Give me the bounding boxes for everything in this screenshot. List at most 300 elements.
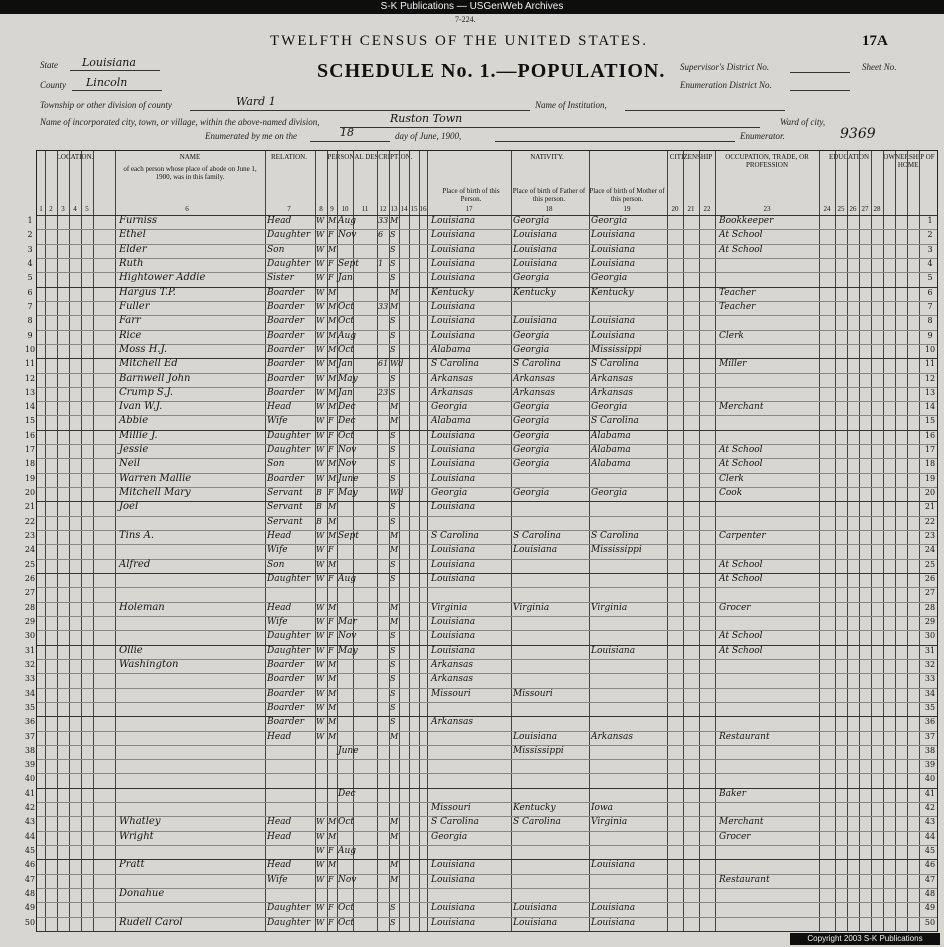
marital-cell (390, 844, 399, 858)
row-number: 16 (24, 430, 36, 440)
sheet-label: Sheet No. (862, 62, 897, 72)
race-cell: B (316, 502, 322, 512)
row-number: 25 (24, 559, 36, 569)
relation-cell: Daughter (267, 230, 311, 241)
birthplace-cell: Georgia (431, 488, 468, 499)
race-cell: B (316, 516, 322, 526)
person-name: Moss H.J. (119, 343, 168, 355)
row-number-right: 17 (924, 445, 936, 455)
marital-cell: M (390, 402, 399, 412)
mother-birthplace-cell: S Carolina (591, 416, 639, 427)
birth-month-cell (338, 687, 353, 701)
row-number: 9 (27, 330, 33, 340)
race-cell (316, 586, 327, 600)
father-birthplace-cell (513, 586, 589, 600)
mother-birthplace-cell (591, 744, 667, 758)
relation-cell: Wife (267, 874, 288, 885)
table-row (27, 215, 937, 229)
father-birthplace-cell: Virginia (513, 602, 550, 613)
relation-cell: Wife (267, 616, 288, 627)
sex-cell: M (328, 387, 337, 397)
relation-cell: Boarder (267, 688, 305, 699)
table-row (24, 601, 937, 616)
age-cell (378, 758, 389, 772)
person-name (119, 572, 263, 586)
birthplace-cell (431, 758, 509, 772)
person-name: Pratt (119, 859, 145, 871)
column-number: 4 (73, 205, 77, 213)
occupation-cell (719, 901, 819, 915)
birth-month-cell (338, 601, 353, 615)
table-row (24, 673, 937, 687)
birth-month-cell (338, 515, 353, 529)
sex-cell: M (328, 817, 337, 827)
age-cell (378, 271, 389, 285)
sex-cell: F (328, 903, 334, 913)
person-name (119, 586, 263, 600)
sex-cell: M (328, 473, 337, 483)
person-name: Elder (119, 243, 147, 255)
age-cell (378, 830, 389, 844)
father-birthplace-cell (513, 629, 589, 643)
marital-cell: M (390, 616, 399, 626)
birth-month-cell: Oct (338, 817, 355, 828)
birthplace-cell: Louisiana (431, 860, 476, 871)
relation-cell (267, 801, 315, 815)
race-cell: W (316, 574, 325, 583)
occupation-cell (719, 715, 819, 729)
sex-cell (328, 586, 337, 600)
row-number: 39 (24, 760, 36, 770)
sex-cell (328, 744, 337, 758)
person-name: Ethel (119, 229, 146, 241)
occupation-cell (719, 858, 819, 872)
relation-cell: Boarder (267, 473, 305, 484)
marital-cell: S (390, 516, 396, 526)
row-number: 31 (24, 645, 36, 655)
birthplace-cell: Louisiana (431, 645, 476, 656)
birthplace-cell: Georgia (431, 402, 468, 413)
mother-birthplace-cell: Alabama (591, 445, 631, 456)
table-row (24, 587, 937, 601)
age-cell (378, 372, 389, 386)
occupation-cell: At School (719, 574, 763, 584)
race-cell (316, 801, 327, 815)
column-number: 6 (185, 205, 189, 213)
father-birthplace-cell (513, 500, 589, 514)
marital-cell: Wd (390, 488, 404, 498)
birth-month-cell (338, 286, 353, 300)
race-cell (316, 787, 327, 801)
marital-cell: M (390, 602, 399, 612)
mother-birthplace-cell: Louisiana (591, 244, 636, 255)
age-cell (378, 744, 389, 758)
race-cell: W (316, 631, 325, 641)
birth-month-cell: Dec (338, 416, 356, 427)
occupation-cell: Merchant (719, 402, 764, 413)
race-cell: W (316, 373, 325, 383)
age-cell: 1 (378, 258, 384, 268)
mother-birthplace-cell: Mississippi (591, 344, 642, 355)
mother-birthplace-cell: Alabama (591, 459, 631, 470)
table-row (24, 874, 937, 888)
schedule-title: SCHEDULE No. 1.—POPULATION. (317, 60, 666, 82)
birthplace-cell: Louisiana (431, 874, 476, 885)
table-row (24, 916, 937, 931)
institution-label: Name of Institution, (535, 100, 607, 110)
relation-cell: Head (267, 817, 292, 828)
birth-month-cell (338, 243, 353, 257)
mother-birthplace-cell: Kentucky (591, 287, 634, 298)
row-number: 13 (24, 387, 36, 397)
table-row (24, 888, 937, 902)
row-number-right: 49 (924, 903, 936, 913)
relation-cell: Daughter (267, 903, 311, 914)
column-number: 2 (49, 205, 53, 213)
person-name (119, 758, 263, 772)
sex-cell: M (328, 316, 337, 326)
age-cell (378, 658, 389, 672)
age-cell (378, 515, 389, 529)
row-number: 19 (24, 473, 36, 483)
relation-cell (267, 887, 315, 901)
row-number-right: 41 (924, 788, 936, 798)
birth-month-cell (338, 858, 353, 872)
row-number-right: 12 (924, 373, 936, 383)
marital-cell (390, 744, 399, 758)
race-cell (316, 758, 327, 772)
row-number-right: 32 (924, 659, 936, 669)
sheet-tag: 17A (862, 33, 888, 49)
father-birthplace-cell (513, 572, 589, 586)
table-row (24, 845, 937, 859)
row-number-right: 30 (924, 631, 936, 641)
row-number: 33 (24, 674, 36, 684)
table-row (24, 688, 937, 702)
person-name: Neil (119, 458, 141, 470)
sex-cell (328, 801, 337, 815)
sex-cell: M (328, 373, 337, 383)
mother-birthplace-cell: Arkansas (591, 373, 634, 384)
row-number: 11 (24, 359, 36, 369)
sex-cell: F (328, 574, 334, 583)
table-row (24, 386, 937, 401)
column-number: 22 (703, 205, 711, 213)
father-birthplace-cell: Louisiana (513, 917, 558, 928)
father-birthplace-cell: Georgia (513, 273, 550, 284)
birthplace-cell: Louisiana (431, 545, 476, 556)
row-number-right: 33 (924, 674, 936, 684)
table-row (27, 272, 937, 286)
relation-cell: Daughter (267, 631, 311, 642)
father-birthplace-cell: Louisiana (513, 731, 558, 742)
birthplace-cell: Kentucky (431, 287, 474, 298)
father-birthplace-cell (513, 830, 589, 844)
row-number-right: 7 (927, 301, 933, 311)
birthplace-cell: S Carolina (431, 817, 479, 828)
marital-cell: S (390, 717, 396, 727)
person-name: Barnwell John (119, 372, 191, 384)
birthplace-cell: Louisiana (431, 273, 476, 284)
column-number: 13 (390, 205, 398, 213)
sex-cell: F (328, 430, 334, 440)
sex-cell: M (328, 674, 337, 684)
age-cell (378, 701, 389, 715)
occupation-cell (719, 844, 819, 858)
age-cell (378, 414, 389, 428)
marital-cell: M (390, 301, 399, 311)
marital-cell: M (390, 731, 399, 741)
race-cell: W (316, 874, 325, 884)
row-number: 3 (27, 244, 33, 254)
marital-cell: S (390, 373, 396, 383)
mother-birthplace-cell: S Carolina (591, 531, 639, 542)
township-line (190, 110, 530, 111)
father-birthplace-cell: Kentucky (513, 287, 556, 298)
table-row (24, 630, 937, 644)
father-birthplace-cell: Georgia (513, 445, 550, 456)
row-number: 32 (24, 659, 36, 669)
birth-month-cell: Dec (338, 402, 356, 413)
age-cell (378, 572, 389, 586)
birthplace-cell: Missouri (431, 688, 471, 699)
margin-number: 9369 (840, 126, 876, 142)
sex-cell (328, 887, 337, 901)
mother-birthplace-cell: Mississippi (591, 545, 642, 556)
column-number: 15 (410, 205, 418, 213)
race-cell: W (316, 645, 325, 655)
relation-cell (267, 844, 315, 858)
row-number: 43 (24, 817, 36, 827)
sex-cell: F (328, 645, 334, 655)
occupation-cell: At School (719, 244, 763, 255)
enumerated-label: Enumerated by me on the (205, 131, 297, 141)
relation-cell (267, 772, 315, 786)
sex-cell: F (328, 846, 334, 856)
relation-cell: Boarder (267, 359, 305, 370)
column-number: 9 (330, 205, 334, 213)
race-cell: W (316, 846, 325, 856)
race-cell: W (316, 216, 325, 225)
birthplace-cell (431, 844, 509, 858)
row-number-right: 15 (924, 416, 936, 426)
occupation-cell (719, 500, 819, 514)
marital-cell (390, 887, 399, 901)
row-number-right: 29 (924, 616, 936, 626)
birthplace-cell: Virginia (431, 602, 468, 613)
age-cell (378, 329, 389, 343)
township-value: Ward 1 (236, 95, 276, 108)
relation-cell: Servant (267, 488, 303, 499)
archive-banner: S-K Publications — USGenWeb Archives (0, 0, 944, 14)
mother-birthplace-cell: Alabama (591, 430, 631, 441)
table-row (24, 816, 937, 830)
column-number: 26 (849, 205, 857, 213)
location-header: LOCATION. (56, 153, 94, 161)
father-birthplace-cell: Georgia (513, 416, 550, 427)
table-row (24, 902, 937, 916)
sex-cell: M (328, 459, 337, 469)
table-row (24, 716, 937, 730)
person-name: Millie J. (119, 429, 158, 441)
relation-cell: Boarder (267, 330, 305, 341)
row-number-right: 14 (924, 402, 936, 412)
occupation-cell (719, 429, 819, 443)
birth-month-cell: May (338, 488, 358, 499)
column-number: 5 (85, 205, 89, 213)
table-row (24, 444, 937, 458)
father-birthplace-cell: Georgia (513, 430, 550, 441)
mother-birthplace-cell: Georgia (591, 216, 628, 226)
table-row (24, 830, 937, 845)
sex-cell: M (328, 216, 337, 225)
race-cell: W (316, 559, 325, 569)
person-name: Donahue (119, 888, 165, 900)
row-number-right: 48 (924, 889, 936, 899)
father-birthplace-cell (513, 300, 589, 314)
table-row (24, 544, 937, 558)
row-number: 18 (24, 459, 36, 469)
column-number: 20 (671, 205, 679, 213)
sex-cell: M (328, 502, 337, 512)
state-label: State (40, 60, 58, 70)
birth-month-cell: Aug (338, 846, 357, 857)
person-name: Washington (119, 658, 179, 670)
birth-month-cell: Oct (338, 917, 355, 928)
person-name: Fuller (119, 300, 150, 312)
county-label: County (40, 80, 66, 90)
birthplace-cell: Louisiana (431, 903, 476, 914)
mother-birthplace-cell (591, 672, 667, 686)
age-cell (378, 586, 389, 600)
age-cell (378, 672, 389, 686)
birthplace-cell: Missouri (431, 803, 471, 814)
father-birthplace-cell (513, 873, 589, 887)
column-number: 25 (837, 205, 845, 213)
mother-birthplace-cell: Georgia (591, 402, 628, 413)
age-cell (378, 873, 389, 887)
row-divider (37, 931, 937, 932)
relation-cell (267, 787, 315, 801)
person-name: Abbie (119, 415, 149, 427)
row-number: 28 (24, 602, 36, 612)
mother-birthplace-cell (591, 772, 667, 786)
age-cell (378, 243, 389, 257)
age-cell (378, 887, 389, 901)
row-number-right: 2 (927, 230, 933, 240)
row-number: 8 (27, 316, 33, 326)
row-number-right: 38 (924, 745, 936, 755)
column-number: 7 (287, 205, 291, 213)
race-cell: W (316, 301, 325, 311)
person-name (119, 801, 263, 815)
mother-birthplace-cell: Louisiana (591, 316, 636, 327)
mother-birthplace-cell: Arkansas (591, 731, 634, 742)
table-row (27, 229, 937, 243)
table-row (24, 802, 937, 816)
occupation-cell: At School (719, 645, 763, 656)
sex-cell: F (328, 258, 334, 268)
sex-cell: F (328, 545, 334, 555)
sex-cell (328, 758, 337, 772)
sex-cell (328, 787, 337, 801)
sex-cell: F (328, 917, 334, 927)
sex-cell: M (328, 702, 337, 712)
row-number-right: 19 (924, 473, 936, 483)
birthplace-cell: Louisiana (431, 559, 476, 570)
birth-month-cell (338, 658, 353, 672)
marital-cell: S (390, 688, 396, 698)
occupation-cell (719, 343, 819, 357)
table-row (27, 315, 937, 329)
occupation-cell (719, 772, 819, 786)
birth-month-cell: Jan (338, 359, 353, 370)
race-cell: W (316, 416, 325, 426)
state-line (70, 70, 160, 71)
sex-cell: M (328, 244, 337, 254)
relation-cell: Boarder (267, 344, 305, 355)
row-number-right: 4 (927, 258, 933, 268)
sex-cell: M (328, 831, 337, 841)
occupation-cell (719, 586, 819, 600)
row-number-right: 3 (927, 244, 933, 254)
row-number: 1 (27, 216, 33, 225)
row-number-right: 47 (924, 874, 936, 884)
mother-birthplace-cell: Louisiana (591, 903, 636, 914)
row-number: 10 (24, 344, 36, 354)
father-birthplace-cell (513, 787, 589, 801)
row-number-right: 31 (924, 645, 936, 655)
race-cell (316, 887, 327, 901)
relation-cell: Boarder (267, 373, 305, 384)
birth-month-cell (338, 758, 353, 772)
marital-cell: S (390, 917, 396, 927)
age-cell (378, 916, 389, 930)
race-cell: W (316, 473, 325, 483)
birthplace-cell: Louisiana (431, 330, 476, 341)
occupation-cell (719, 701, 819, 715)
birth-month-cell: Nov (338, 459, 357, 470)
table-row (24, 788, 937, 802)
mother-birthplace-cell (591, 615, 667, 629)
sex-cell: F (328, 416, 334, 426)
table-row (24, 415, 937, 429)
race-cell: W (316, 344, 325, 354)
row-number: 23 (24, 531, 36, 541)
birthplace-cell: Louisiana (431, 244, 476, 255)
person-name (119, 873, 263, 887)
relation-cell: Son (267, 244, 285, 255)
table-row (24, 401, 937, 415)
father-birthplace-cell (513, 672, 589, 686)
occupation-cell: Teacher (719, 301, 756, 312)
relation-cell: Boarder (267, 674, 305, 685)
table-row (24, 558, 937, 573)
mother-birthplace-cell (591, 844, 667, 858)
table-row (24, 458, 937, 472)
row-number-right: 11 (924, 359, 936, 369)
relation-cell: Head (267, 531, 292, 542)
mother-birthplace-cell: Georgia (591, 273, 628, 284)
age-cell (378, 286, 389, 300)
table-row (24, 644, 937, 659)
father-birthplace-cell: Louisiana (513, 244, 558, 255)
person-name (119, 515, 263, 529)
marital-cell: S (390, 430, 396, 440)
person-name: Ivan W.J. (119, 401, 163, 413)
birthplace-cell: Louisiana (431, 473, 476, 484)
birth-month-cell: Nov (338, 874, 357, 885)
